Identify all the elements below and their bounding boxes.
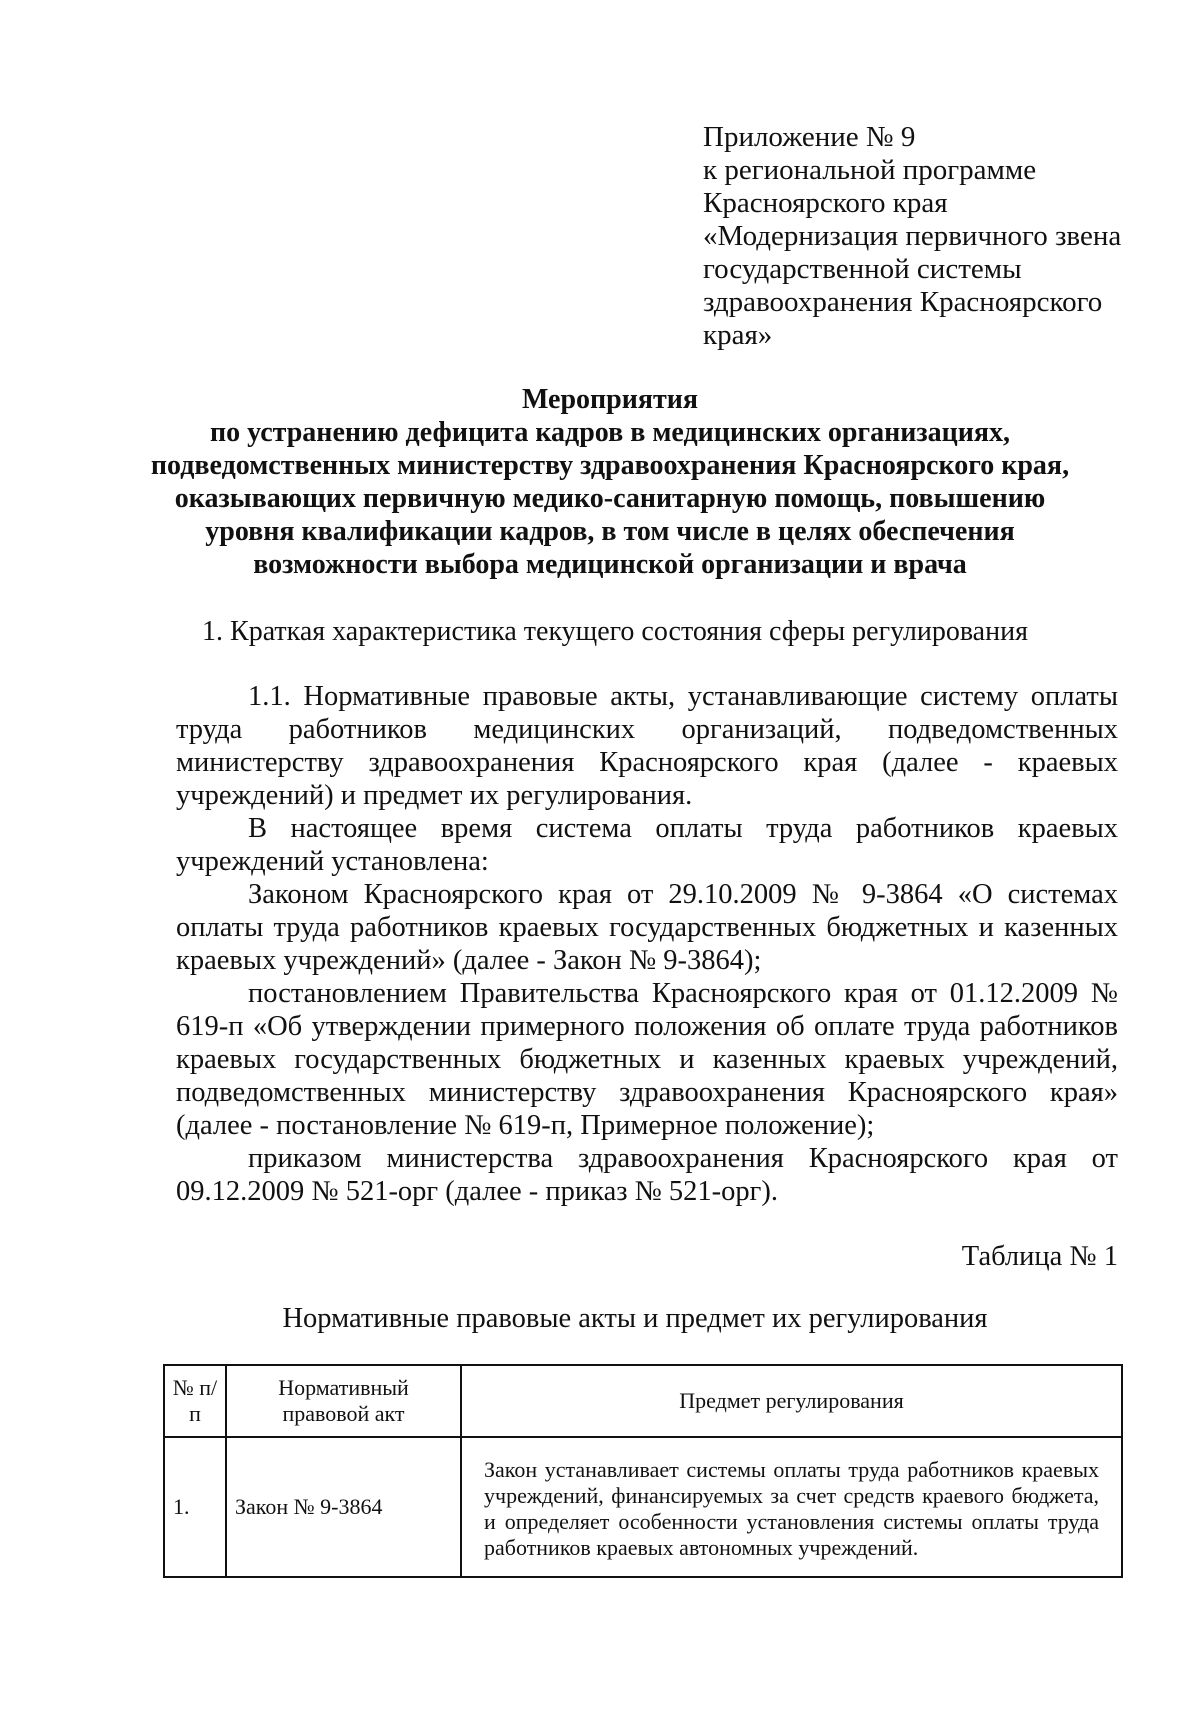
- table-header-row: [164, 1365, 1122, 1437]
- appendix-line: к региональной программе: [703, 154, 1037, 186]
- appendix-line: государственной системы: [703, 253, 1022, 285]
- appendix-line: «Модернизация первичного звена: [703, 220, 1122, 252]
- appendix-line: Приложение № 9: [703, 121, 916, 153]
- table-title: Нормативные правовые акты и предмет их регулирования: [282, 1303, 988, 1334]
- title-line: возможности выбора медицинской организации и врача: [253, 549, 967, 580]
- appendix-line: Красноярского края: [703, 187, 948, 219]
- table-row: [164, 1437, 1122, 1577]
- header-num: № п/п: [164, 1365, 226, 1437]
- title-line: по устранению дефицита кадров в медицинских организациях,: [209, 417, 1011, 448]
- title-line: подведомственных министерству здравоохранения Красноярского края,: [150, 450, 1070, 481]
- cell-subject-text: Закон устанавливает системы оплаты труда работников краевых учреждений, финансируемых за счет средств краевого бюджета, и определяет особенности установления системы оплаты труда работников краевых автономных учреждений.: [484, 1457, 1099, 1560]
- table-caption: Таблица № 1: [961, 1241, 1118, 1272]
- appendix-header: [703, 121, 1123, 352]
- header-subject: Предмет регулирования: [461, 1365, 1122, 1437]
- title-line: Мероприятия: [521, 384, 699, 415]
- appendix-line: края»: [703, 319, 773, 351]
- appendix-line: здравоохранения Красноярского: [703, 286, 1103, 318]
- body-text: [176, 680, 1118, 1208]
- cell-subject: [461, 1437, 1122, 1577]
- paragraph: Законом Красноярского края от 29.10.2009 № 9-3864 «О системах оплаты труда работников краевых государственных бюджетных и казенных краевых учреждений» (далее - Закон № 9-3864);: [176, 879, 1118, 976]
- section-heading: 1. Краткая характеристика текущего состояния сферы регулирования: [202, 616, 1028, 647]
- cell-num: 1.: [164, 1437, 226, 1577]
- paragraph: постановлением Правительства Красноярского края от 01.12.2009 № 619-п «Об утверждении примерного положения об оплате труда работников краевых государственных бюджетных и казенных краевых учреждений, подведомственных министерству здравоохранения Красноярского края» (далее - постановление № 619-п, Примерное положение);: [176, 978, 1118, 1141]
- cell-act: Закон № 9-3864: [226, 1437, 461, 1577]
- header-act: Нормативный правовой акт: [226, 1365, 461, 1437]
- paragraph: приказом министерства здравоохранения Красноярского края от 09.12.2009 № 521-орг (далее - приказ № 521-орг).: [176, 1143, 1118, 1207]
- acts-table: [163, 1364, 1123, 1578]
- title-line: оказывающих первичную медико-санитарную помощь, повышению: [174, 483, 1046, 514]
- title-line: уровня квалификации кадров, в том числе в целях обеспечения: [205, 516, 1015, 547]
- document-title: [150, 383, 1070, 581]
- paragraph: 1.1. Нормативные правовые акты, устанавливающие систему оплаты труда работников медицинских организаций, подведомственных министерству здравоохранения Красноярского края (далее - краевых учреждений) и предмет их регулирования.: [176, 681, 1118, 811]
- paragraph: В настоящее время система оплаты труда работников краевых учреждений установлена:: [176, 813, 1118, 877]
